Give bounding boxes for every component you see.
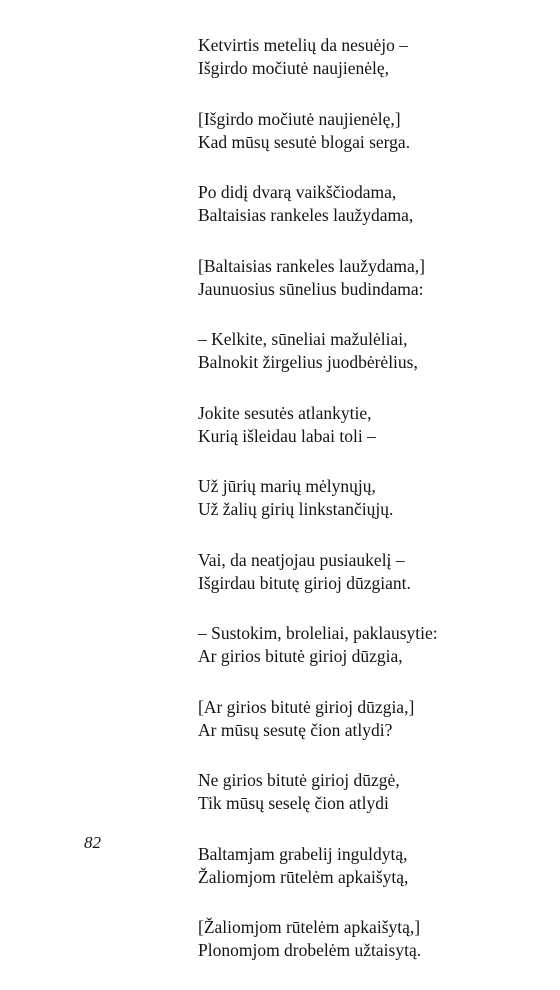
poem-line: – Kelkite, sūneliai mažulėliai, bbox=[198, 329, 408, 349]
stanza bbox=[198, 255, 538, 301]
poem-line: [Išgirdo močiutė naujienėlę,] bbox=[198, 108, 401, 129]
poem-line: Jokite sesutės atlankytie, bbox=[198, 402, 372, 423]
poem-line: Kurią išleidau labai toli – bbox=[198, 425, 376, 446]
poem-line: Vai, da neatjojau pusiaukelį – bbox=[198, 549, 405, 570]
stanza bbox=[198, 34, 538, 80]
poem-line: Ar mūsų sesutę čion atlydi? bbox=[198, 719, 393, 740]
poem-line: Išgirdo močiutė naujienėlę, bbox=[198, 58, 389, 78]
page-number: 82 bbox=[84, 833, 101, 852]
poem-line: Žaliomjom rūtelėm apkaišytą, bbox=[198, 866, 409, 887]
poem-line: Ketvirtis metelių da nesuėjo – bbox=[198, 35, 408, 55]
stanza bbox=[198, 916, 538, 962]
stanza bbox=[198, 696, 538, 742]
poem-line: Kad mūsų sesutė blogai serga. bbox=[198, 131, 411, 152]
poem-line: Baltaisias rankeles laužydama, bbox=[198, 205, 414, 225]
poem-line: Išgirdau bitutę girioj dūzgiant. bbox=[198, 572, 411, 593]
stanza bbox=[198, 328, 538, 374]
poem-line: Plonomjom drobelėm užtaisytą. bbox=[198, 940, 422, 960]
poem-line: [Žaliomjom rūtelėm apkaišytą,] bbox=[198, 917, 421, 937]
poem-text bbox=[198, 34, 538, 990]
poem-line: Balnokit žirgelius juodbėrėlius, bbox=[198, 352, 418, 372]
stanza bbox=[198, 181, 538, 227]
poem-line: Baltamjam grabelij inguldytą, bbox=[198, 843, 408, 864]
poem-line: Už žalių girių linkstančiųjų. bbox=[198, 499, 394, 519]
poem-line: Ne girios bitutė girioj dūzgė, bbox=[198, 770, 400, 790]
poem-line: – Sustokim, broleliai, paklausytie: bbox=[198, 623, 438, 643]
poem-line: Už jūrių marių mėlynųjų, bbox=[198, 476, 376, 496]
stanza bbox=[198, 769, 538, 815]
poem-line: Ar girios bitutė girioj dūzgia, bbox=[198, 646, 403, 666]
poem-line: [Ar girios bitutė girioj dūzgia,] bbox=[198, 696, 415, 717]
stanza bbox=[198, 549, 538, 595]
stanza bbox=[198, 108, 538, 154]
stanza bbox=[198, 402, 538, 448]
stanza bbox=[198, 622, 538, 668]
poem-line: [Baltaisias rankeles laužydama,] bbox=[198, 255, 425, 276]
poem-line: Tik mūsų seselę čion atlydi bbox=[198, 793, 389, 813]
poem-line: Po didį dvarą vaikščiodama, bbox=[198, 182, 397, 202]
stanza bbox=[198, 475, 538, 521]
poem-line: Jaunuosius sūnelius budindama: bbox=[198, 278, 424, 299]
stanza bbox=[198, 843, 538, 889]
